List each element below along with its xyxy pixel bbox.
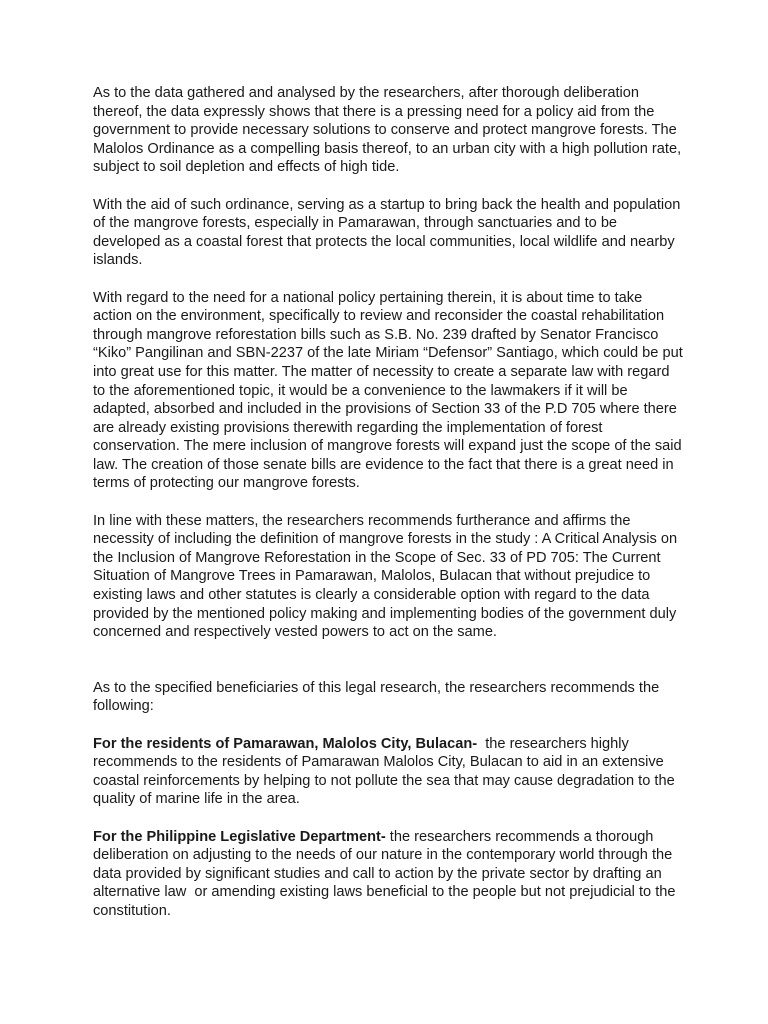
document-body [93, 84, 683, 939]
paragraph-national-policy: With regard to the need for a national policy pertaining therein, it is about time to take action on the environment, specifically to review and reconsider the coastal rehabilitation through mangrove reforestation bills such as S.B. No. 239 drafted by Senator Francisco “Kiko” Pangilinan and SBN-2237 of the late Miriam “Defensor” Santiago, which could be put into great use for this matter. The matter of necessity to create a separate law with regard to the aforementioned topic, it would be a convenience to the lawmakers if it will be adapted, absorbed and included in the provisions of Section 33 of the P.D 705 where there are already existing provisions therewith regarding the implementation of forest conservation. The mere inclusion of mangrove forests will expand just the scope of the said law. The creation of those senate bills are evidence to the fact that there is a great need in terms of protecting our mangrove forests. [93, 289, 683, 492]
beneficiary-legislative-text: the researchers recommends a thorough deliberation on adjusting to the needs of our nature in the contemporary world through the data provided by significant studies and call to action by the private sector by drafting an alternative law or amending existing laws beneficial to the people but not prejudicial to the constitution. [93, 828, 680, 919]
beneficiary-legislative [93, 828, 683, 921]
paragraph-data-analysis: As to the data gathered and analysed by the researchers, after thorough deliberation thereof, the data expressly shows that there is a pressing need for a policy aid from the government to provide necessary solutions to conserve and protect mangrove forests. The Malolos Ordinance as a compelling basis thereof, to an urban city with a high pollution rate, subject to soil depletion and effects of high tide. [93, 85, 682, 176]
beneficiary-residents [93, 735, 683, 809]
paragraph-recommendation: In line with these matters, the researchers recommends furtherance and affirms the necessity of including the definition of mangrove forests in the study : A Critical Analysis on the Inclusion of Mangrove Reforestation in the Scope of Sec. 33 of PD 705: The Current Situation of Mangrove Trees in Pamarawan, Malolos, Bulacan that without prejudice to existing laws and other statutes is clearly a considerable option with regard to the data provided by the mentioned policy making and implementing bodies of the government duly concerned and respectively vested powers to act on the same. [93, 512, 678, 641]
paragraph-beneficiaries-intro: As to the specified beneficiaries of this legal research, the researchers recommends the following: [93, 679, 660, 715]
beneficiary-residents-heading: For the residents of Pamarawan, Malolos City, Bulacan- [93, 735, 478, 752]
beneficiary-legislative-heading: For the Philippine Legislative Department- [93, 828, 386, 845]
paragraph-ordinance-aid: With the aid of such ordinance, serving as a startup to bring back the health and population of the mangrove forests, especially in Pamarawan, through sanctuaries and to be developed as a coastal forest that protects the local communities, local wildlife and nearby islands. [93, 196, 681, 269]
beneficiary-residents-text: the researchers highly recommends to the residents of Pamarawan Malolos City, Bulacan to aid in an extensive coastal reinforcements by helping to not pollute the sea that may cause degradation to the quality of marine life in the area. [93, 735, 679, 808]
